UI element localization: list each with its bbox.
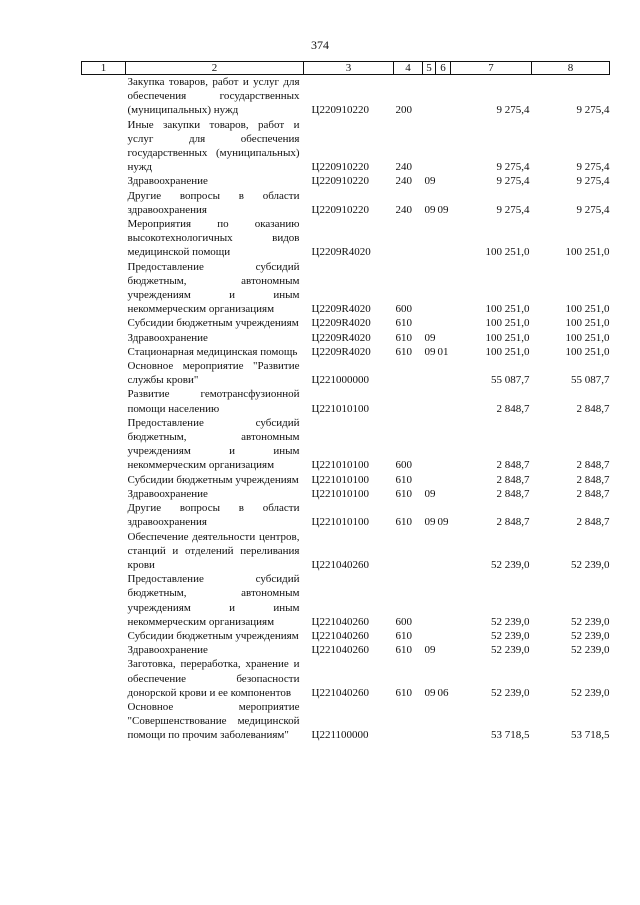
cell-amount-8: 2 848,7 bbox=[576, 473, 610, 486]
cell-code: Ц2209R4020 bbox=[311, 331, 371, 344]
cell-subsection bbox=[436, 416, 451, 473]
budget-table bbox=[81, 61, 610, 743]
cell-subsection bbox=[436, 629, 451, 643]
cell-section: 09 bbox=[424, 516, 436, 529]
cell-amount-7: 2 848,7 bbox=[496, 459, 530, 472]
header-col-6: 6 bbox=[436, 62, 451, 75]
cell-name: Основное мероприятие "Совершенствование медицинской помощи по прочим заболеваниям" bbox=[127, 700, 300, 742]
cell-name: Предоставление субсидий бюджетным, автономным учреждениям и иным некоммерческим организациям bbox=[127, 573, 300, 628]
cell-amount-7: 52 239,0 bbox=[491, 558, 530, 571]
cell-code: Ц2209R4020 bbox=[311, 345, 371, 358]
cell-code: Ц220910220 bbox=[311, 175, 369, 188]
cell-code: Ц2209R4020 bbox=[311, 317, 371, 330]
cell-expense-group bbox=[394, 530, 423, 573]
table-row bbox=[82, 501, 610, 529]
cell-amount-8: 2 848,7 bbox=[576, 402, 610, 415]
table-row bbox=[82, 359, 610, 387]
cell-section bbox=[423, 572, 436, 629]
cell-section: 09 bbox=[424, 203, 436, 216]
cell-subsection bbox=[436, 473, 451, 487]
cell-subsection bbox=[436, 331, 451, 345]
cell-code: Ц220910220 bbox=[311, 161, 369, 174]
cell-amount-7: 53 718,5 bbox=[491, 729, 530, 742]
cell-name: Стационарная медицинская помощь bbox=[127, 345, 298, 358]
cell-section: 09 bbox=[424, 686, 436, 699]
cell-amount-8: 100 251,0 bbox=[565, 345, 610, 358]
cell-num bbox=[82, 118, 126, 175]
cell-section bbox=[423, 260, 436, 317]
cell-expense-group: 200 bbox=[395, 104, 412, 117]
table-row bbox=[82, 331, 610, 345]
cell-num bbox=[82, 643, 126, 657]
cell-expense-group: 610 bbox=[395, 629, 412, 642]
table-row bbox=[82, 473, 610, 487]
cell-amount-7: 2 848,7 bbox=[496, 487, 530, 500]
cell-subsection bbox=[436, 487, 451, 501]
cell-expense-group: 240 bbox=[395, 203, 412, 216]
cell-amount-7: 100 251,0 bbox=[485, 317, 530, 330]
cell-section bbox=[423, 359, 436, 387]
cell-expense-group: 610 bbox=[395, 331, 412, 344]
cell-amount-8: 53 718,5 bbox=[571, 729, 610, 742]
header-col-7: 7 bbox=[451, 62, 532, 75]
cell-expense-group: 600 bbox=[395, 615, 412, 628]
cell-subsection bbox=[436, 387, 451, 415]
cell-section bbox=[423, 75, 436, 118]
cell-section: 09 bbox=[424, 345, 436, 358]
cell-expense-group bbox=[394, 387, 423, 415]
cell-expense-group: 610 bbox=[395, 345, 412, 358]
cell-subsection bbox=[436, 359, 451, 387]
cell-code: Ц221010100 bbox=[311, 459, 369, 472]
cell-subsection bbox=[436, 174, 451, 188]
cell-num bbox=[82, 75, 126, 118]
cell-amount-8: 2 848,7 bbox=[576, 459, 610, 472]
cell-name: Другие вопросы в области здравоохранения bbox=[127, 502, 300, 529]
cell-subsection: 09 bbox=[437, 203, 449, 216]
cell-subsection bbox=[436, 217, 451, 260]
cell-amount-8: 100 251,0 bbox=[565, 317, 610, 330]
table-row bbox=[82, 387, 610, 415]
cell-name: Основное мероприятие "Развитие службы крови" bbox=[127, 360, 300, 387]
cell-subsection bbox=[436, 75, 451, 118]
cell-section: 09 bbox=[424, 644, 436, 657]
cell-section bbox=[423, 416, 436, 473]
cell-num bbox=[82, 316, 126, 330]
cell-amount-7: 52 239,0 bbox=[491, 686, 530, 699]
cell-amount-8: 52 239,0 bbox=[571, 629, 610, 642]
cell-subsection bbox=[436, 530, 451, 573]
cell-name: Субсидии бюджетным учреждениям bbox=[127, 317, 299, 330]
cell-amount-8: 9 275,4 bbox=[576, 161, 610, 174]
cell-num bbox=[82, 387, 126, 415]
cell-code: Ц221010100 bbox=[311, 402, 369, 415]
table-row bbox=[82, 643, 610, 657]
cell-subsection: 01 bbox=[437, 345, 449, 358]
cell-code: Ц221100000 bbox=[311, 729, 369, 742]
header-col-4: 4 bbox=[394, 62, 423, 75]
cell-num bbox=[82, 530, 126, 573]
cell-subsection bbox=[436, 700, 451, 743]
cell-name: Другие вопросы в области здравоохранения bbox=[127, 189, 300, 216]
table-row bbox=[82, 572, 610, 629]
cell-amount-7: 2 848,7 bbox=[496, 473, 530, 486]
cell-amount-7: 52 239,0 bbox=[491, 615, 530, 628]
cell-name: Здравоохранение bbox=[127, 331, 208, 344]
cell-subsection bbox=[436, 118, 451, 175]
table-row bbox=[82, 174, 610, 188]
cell-code: Ц221040260 bbox=[311, 615, 369, 628]
cell-name: Иные закупки товаров, работ и услуг для обеспечения государственных (муниципальных) нужд bbox=[127, 118, 300, 174]
cell-code: Ц221040260 bbox=[311, 629, 369, 642]
table-row bbox=[82, 657, 610, 700]
cell-amount-8: 52 239,0 bbox=[571, 558, 610, 571]
cell-subsection: 09 bbox=[437, 516, 449, 529]
cell-amount-7: 100 251,0 bbox=[485, 246, 530, 259]
header-col-2: 2 bbox=[126, 62, 304, 75]
cell-expense-group: 600 bbox=[395, 459, 412, 472]
cell-name: Предоставление субсидий бюджетным, автономным учреждениям и иным некоммерческим организациям bbox=[127, 260, 300, 316]
cell-amount-8: 2 848,7 bbox=[576, 516, 610, 529]
cell-num bbox=[82, 174, 126, 188]
cell-amount-8: 100 251,0 bbox=[565, 331, 610, 344]
cell-amount-8: 55 087,7 bbox=[571, 374, 610, 387]
cell-num bbox=[82, 416, 126, 473]
cell-amount-7: 100 251,0 bbox=[485, 331, 530, 344]
cell-amount-8: 52 239,0 bbox=[571, 686, 610, 699]
cell-name: Заготовка, переработка, хранение и обеспечение безопасности донорской крови и ее компонентов bbox=[127, 658, 300, 699]
cell-name: Субсидии бюджетным учреждениям bbox=[127, 473, 299, 486]
cell-num bbox=[82, 473, 126, 487]
cell-amount-7: 9 275,4 bbox=[496, 203, 530, 216]
cell-name: Развитие гемотрансфузионной помощи населению bbox=[127, 388, 300, 415]
cell-amount-7: 55 087,7 bbox=[491, 374, 530, 387]
cell-subsection bbox=[436, 316, 451, 330]
cell-amount-8: 9 275,4 bbox=[576, 203, 610, 216]
cell-amount-7: 9 275,4 bbox=[496, 175, 530, 188]
table-row bbox=[82, 487, 610, 501]
cell-amount-7: 2 848,7 bbox=[496, 402, 530, 415]
cell-subsection bbox=[436, 260, 451, 317]
cell-expense-group bbox=[394, 217, 423, 260]
cell-amount-8: 52 239,0 bbox=[571, 615, 610, 628]
table-body bbox=[82, 75, 610, 743]
cell-expense-group: 610 bbox=[395, 644, 412, 657]
cell-amount-7: 52 239,0 bbox=[491, 629, 530, 642]
cell-code: Ц221040260 bbox=[311, 558, 369, 571]
cell-num bbox=[82, 487, 126, 501]
cell-subsection bbox=[436, 643, 451, 657]
cell-code: Ц221040260 bbox=[311, 644, 369, 657]
cell-code: Ц220910220 bbox=[311, 104, 369, 117]
cell-amount-7: 100 251,0 bbox=[485, 345, 530, 358]
cell-name: Субсидии бюджетным учреждениям bbox=[127, 629, 299, 642]
table-row bbox=[82, 629, 610, 643]
header-col-1: 1 bbox=[82, 62, 126, 75]
cell-amount-7: 2 848,7 bbox=[496, 516, 530, 529]
cell-num bbox=[82, 657, 126, 700]
cell-section: 09 bbox=[424, 487, 436, 500]
cell-code: Ц221010100 bbox=[311, 516, 369, 529]
table-row bbox=[82, 75, 610, 118]
cell-num bbox=[82, 359, 126, 387]
cell-code: Ц221040260 bbox=[311, 686, 369, 699]
cell-name: Обеспечение деятельности центров, станций и отделений переливания крови bbox=[127, 530, 300, 571]
header-col-8: 8 bbox=[532, 62, 610, 75]
cell-expense-group: 610 bbox=[395, 487, 412, 500]
cell-num bbox=[82, 260, 126, 317]
cell-expense-group: 610 bbox=[395, 317, 412, 330]
header-row bbox=[82, 62, 610, 75]
table-row bbox=[82, 700, 610, 743]
cell-num bbox=[82, 331, 126, 345]
cell-code: Ц2209R4020 bbox=[311, 303, 371, 316]
table-row bbox=[82, 118, 610, 175]
cell-amount-8: 9 275,4 bbox=[576, 175, 610, 188]
cell-code: Ц221010100 bbox=[311, 473, 369, 486]
cell-amount-7: 9 275,4 bbox=[496, 104, 530, 117]
cell-amount-8: 52 239,0 bbox=[571, 644, 610, 657]
table-row bbox=[82, 316, 610, 330]
cell-section bbox=[423, 217, 436, 260]
table-header bbox=[82, 62, 610, 75]
cell-expense-group: 240 bbox=[395, 161, 412, 174]
header-col-5: 5 bbox=[423, 62, 436, 75]
cell-expense-group bbox=[394, 700, 423, 743]
cell-section bbox=[423, 629, 436, 643]
cell-section bbox=[423, 473, 436, 487]
cell-section bbox=[423, 530, 436, 573]
cell-name: Предоставление субсидий бюджетным, автономным учреждениям и иным некоммерческим организациям bbox=[127, 416, 300, 472]
cell-amount-8: 100 251,0 bbox=[565, 246, 610, 259]
cell-expense-group: 610 bbox=[395, 473, 412, 486]
cell-amount-8: 9 275,4 bbox=[576, 104, 610, 117]
cell-code: Ц221010100 bbox=[311, 487, 369, 500]
header-col-3: 3 bbox=[304, 62, 394, 75]
cell-num bbox=[82, 629, 126, 643]
cell-num bbox=[82, 345, 126, 359]
cell-num bbox=[82, 700, 126, 743]
page-number: 374 bbox=[311, 38, 329, 52]
cell-code: Ц2209R4020 bbox=[311, 246, 371, 259]
cell-section bbox=[423, 316, 436, 330]
cell-amount-8: 100 251,0 bbox=[565, 303, 610, 316]
cell-amount-7: 52 239,0 bbox=[491, 644, 530, 657]
cell-code: Ц220910220 bbox=[311, 203, 369, 216]
cell-name: Мероприятия по оказанию высокотехнологичных видов медицинской помощи bbox=[127, 218, 300, 259]
cell-section: 09 bbox=[424, 175, 436, 188]
cell-subsection bbox=[436, 572, 451, 629]
cell-amount-7: 9 275,4 bbox=[496, 161, 530, 174]
cell-expense-group: 240 bbox=[395, 175, 412, 188]
table-row bbox=[82, 217, 610, 260]
cell-section bbox=[423, 700, 436, 743]
cell-code: Ц221000000 bbox=[311, 374, 369, 387]
cell-section bbox=[423, 118, 436, 175]
table-row bbox=[82, 189, 610, 217]
cell-amount-7: 100 251,0 bbox=[485, 303, 530, 316]
table-row bbox=[82, 416, 610, 473]
cell-section bbox=[423, 387, 436, 415]
cell-name: Закупка товаров, работ и услуг для обеспечения государственных (муниципальных) нужд bbox=[127, 76, 300, 117]
cell-num bbox=[82, 572, 126, 629]
cell-name: Здравоохранение bbox=[127, 644, 208, 657]
cell-num bbox=[82, 189, 126, 217]
cell-expense-group bbox=[394, 359, 423, 387]
cell-expense-group: 610 bbox=[395, 686, 412, 699]
table-row bbox=[82, 345, 610, 359]
cell-num bbox=[82, 217, 126, 260]
cell-subsection: 06 bbox=[437, 686, 449, 699]
cell-section: 09 bbox=[424, 331, 436, 344]
table-row bbox=[82, 530, 610, 573]
table-row bbox=[82, 260, 610, 317]
cell-expense-group: 610 bbox=[395, 516, 412, 529]
cell-name: Здравоохранение bbox=[127, 487, 208, 500]
cell-expense-group: 600 bbox=[395, 303, 412, 316]
cell-num bbox=[82, 501, 126, 529]
cell-amount-8: 2 848,7 bbox=[576, 487, 610, 500]
cell-name: Здравоохранение bbox=[127, 175, 208, 188]
